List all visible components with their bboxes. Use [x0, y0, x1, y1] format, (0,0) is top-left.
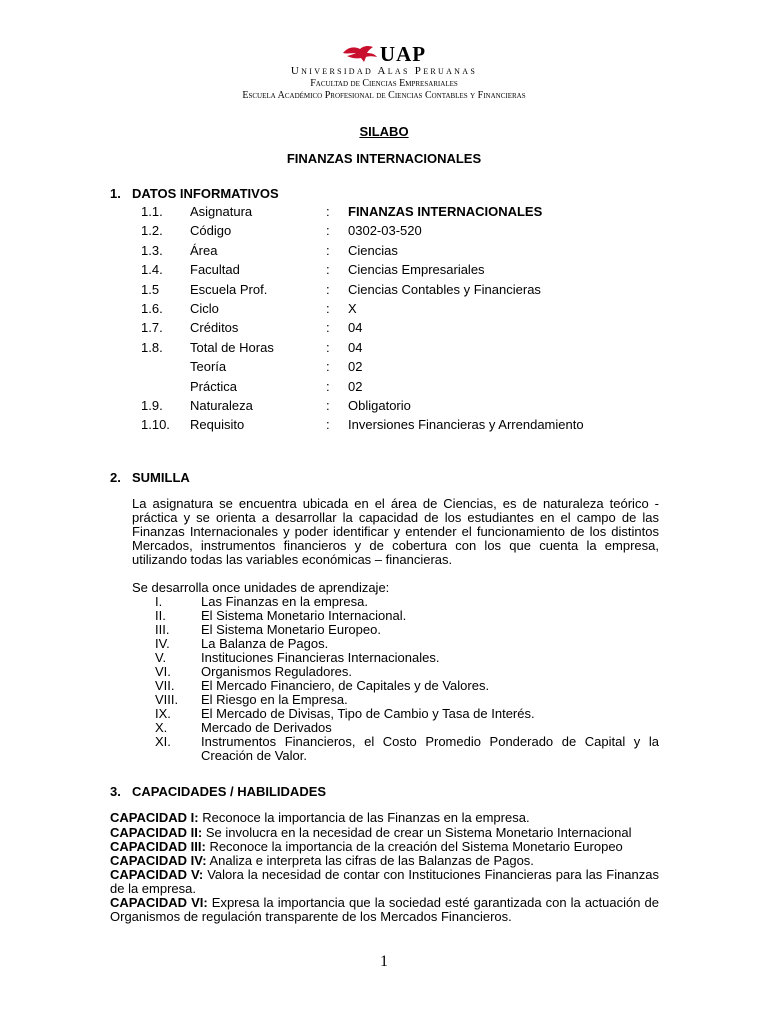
- unit-text: Mercado de Derivados: [201, 720, 332, 735]
- info-label: Créditos: [190, 320, 239, 336]
- capacity-item: [110, 868, 659, 896]
- unit-roman: VI.: [155, 664, 171, 679]
- capacity-text: Analiza e interpreta las cifras de las Balanzas de Pagos.: [209, 853, 534, 868]
- info-number: 1.6.: [141, 301, 163, 316]
- info-colon: :: [326, 301, 330, 316]
- info-label: Teoría: [190, 359, 227, 375]
- unit-text: Instrumentos Financieros, el Costo Promedio Ponderado de Capital y la Creación de Valor.: [201, 734, 659, 763]
- info-number: 1.7.: [141, 320, 163, 336]
- capacity-label: CAPACIDAD II:: [110, 825, 203, 840]
- school-name: Escuela Académico Profesional de Ciencias Contables y Financieras: [242, 90, 526, 101]
- info-colon: :: [326, 242, 330, 258]
- unit-text: El Mercado de Divisas, Tipo de Cambio y Tasa de Interés.: [201, 706, 535, 721]
- info-value: 0302-03-520: [348, 223, 422, 239]
- unit-text: El Mercado Financiero, de Capitales y de Valores.: [201, 678, 490, 693]
- info-label: Requisito: [190, 417, 245, 433]
- info-value: 04: [348, 320, 363, 336]
- info-value: 04: [348, 339, 363, 355]
- unit-roman: X.: [155, 720, 168, 735]
- uap-logo: [0, 40, 768, 64]
- capacity-item: [110, 811, 659, 825]
- capacity-item: [110, 840, 659, 854]
- capacity-item: [110, 826, 659, 840]
- info-value: Ciencias: [348, 242, 398, 258]
- capacity-label: CAPACIDAD V:: [110, 867, 204, 882]
- unit-text: Instituciones Financieras Internacionales.: [201, 650, 440, 665]
- unit-roman: I.: [155, 594, 163, 609]
- logo-text: UAP: [379, 42, 427, 66]
- unit-roman: XI.: [155, 734, 171, 749]
- info-colon: :: [326, 378, 330, 394]
- info-label: Asignatura: [190, 204, 253, 219]
- capacity-text: Reconoce la importancia de las Finanzas en la empresa.: [202, 810, 530, 825]
- info-colon: :: [326, 359, 330, 375]
- doc-title: SILABO: [359, 124, 409, 139]
- section-3-heading: [110, 784, 326, 799]
- info-colon: :: [326, 398, 330, 413]
- section-2-heading: [110, 470, 190, 485]
- info-label: Ciclo: [190, 301, 219, 316]
- info-number: 1.10.: [141, 417, 170, 433]
- letterhead: [0, 40, 768, 102]
- unit-text: El Sistema Monetario Europeo.: [201, 622, 381, 637]
- info-label: Práctica: [190, 378, 237, 394]
- info-value: FINANZAS INTERNACIONALES: [348, 204, 543, 219]
- unit-text: La Balanza de Pagos.: [201, 636, 329, 651]
- capacity-label: CAPACIDAD VI:: [110, 895, 208, 910]
- unit-text: El Riesgo en la Empresa.: [201, 692, 348, 707]
- eagle-logo-icon: [342, 44, 378, 64]
- info-colon: :: [326, 417, 330, 433]
- capacity-label: CAPACIDAD I:: [110, 810, 199, 825]
- section-number: 2.: [110, 470, 121, 485]
- section-number: 1.: [110, 186, 121, 201]
- info-value: X: [348, 301, 357, 316]
- info-label: Escuela Prof.: [190, 281, 268, 297]
- info-label: Naturaleza: [190, 398, 253, 413]
- info-number: 1.8.: [141, 339, 163, 355]
- unit-roman: II.: [155, 608, 166, 623]
- info-colon: :: [326, 262, 330, 278]
- info-value: Ciencias Empresariales: [348, 262, 485, 278]
- section-title: CAPACIDADES / HABILIDADES: [132, 784, 327, 799]
- info-number: 1.1.: [141, 204, 163, 219]
- info-label: Facultad: [190, 262, 240, 278]
- unit-roman: VIII.: [155, 692, 179, 707]
- unit-roman: IV.: [155, 636, 170, 651]
- university-name: Universidad Alas Peruanas: [290, 65, 478, 77]
- info-colon: :: [326, 223, 330, 239]
- info-colon: :: [326, 204, 330, 219]
- info-value: Ciencias Contables y Financieras: [348, 281, 541, 297]
- capacity-item: [110, 896, 659, 924]
- unit-roman: VII.: [155, 678, 175, 693]
- capacity-text: Reconoce la importancia de la creación del Sistema Monetario Europeo: [209, 839, 623, 854]
- info-value: 02: [348, 359, 363, 375]
- capacity-text: Se involucra en la necesidad de crear un Sistema Monetario Internacional: [205, 825, 632, 840]
- info-value: Inversiones Financieras y Arrendamiento: [348, 417, 584, 433]
- unit-roman: III.: [155, 622, 170, 637]
- info-value: 02: [348, 378, 363, 394]
- info-number: 1.2.: [141, 223, 163, 239]
- info-colon: :: [326, 281, 330, 297]
- info-label: Total de Horas: [190, 339, 274, 355]
- unit-roman: V.: [155, 650, 167, 665]
- info-number: 1.4.: [141, 262, 163, 278]
- info-colon: :: [326, 320, 330, 336]
- unit-text: Organismos Reguladores.: [201, 664, 353, 679]
- info-colon: :: [326, 339, 330, 355]
- info-label: Código: [190, 223, 232, 239]
- section-1-heading: [110, 186, 279, 201]
- course-title: FINANZAS INTERNACIONALES: [286, 151, 482, 166]
- section-title: SUMILLA: [132, 470, 190, 485]
- capacity-item: [110, 854, 659, 868]
- unit-roman: IX.: [155, 706, 171, 721]
- faculty-name: Facultad de Ciencias Empresariales: [310, 78, 458, 89]
- units-intro: Se desarrolla once unidades de aprendizaje:: [132, 580, 390, 595]
- unit-text: El Sistema Monetario Internacional.: [201, 608, 407, 623]
- unit-text: Las Finanzas en la empresa.: [201, 594, 368, 609]
- page-number: 1: [380, 953, 388, 970]
- sumilla-paragraph: La asignatura se encuentra ubicada en el área de Ciencias, es de naturaleza teórico - práctica y se orienta a desarrollar la capacidad de los estudiantes en el campo de las Finanzas Internacionales y poder identificar y entender el funcionamiento de los distintos Mercados, instrumentos financieros y de cobertura con los que cuenta la empresa, utilizando todas las variables económicas – financieras.: [132, 496, 659, 567]
- info-number: 1.3.: [141, 242, 163, 258]
- capacity-text: Expresa la importancia que la sociedad esté garantizada con la actuación de Organismos de regulación transparente de los Mercados Financieros.: [110, 895, 659, 924]
- info-number: 1.5: [141, 281, 160, 297]
- capacity-text: Valora la necesidad de contar con Instituciones Financieras para las Finanzas de la empresa.: [110, 867, 659, 896]
- capacity-label: CAPACIDAD III:: [110, 839, 206, 854]
- capacity-label: CAPACIDAD IV:: [110, 853, 207, 868]
- info-label: Área: [190, 242, 218, 258]
- section-number: 3.: [110, 784, 121, 799]
- info-number: 1.9.: [141, 398, 163, 413]
- info-value: Obligatorio: [348, 398, 411, 413]
- section-title: DATOS INFORMATIVOS: [132, 186, 279, 201]
